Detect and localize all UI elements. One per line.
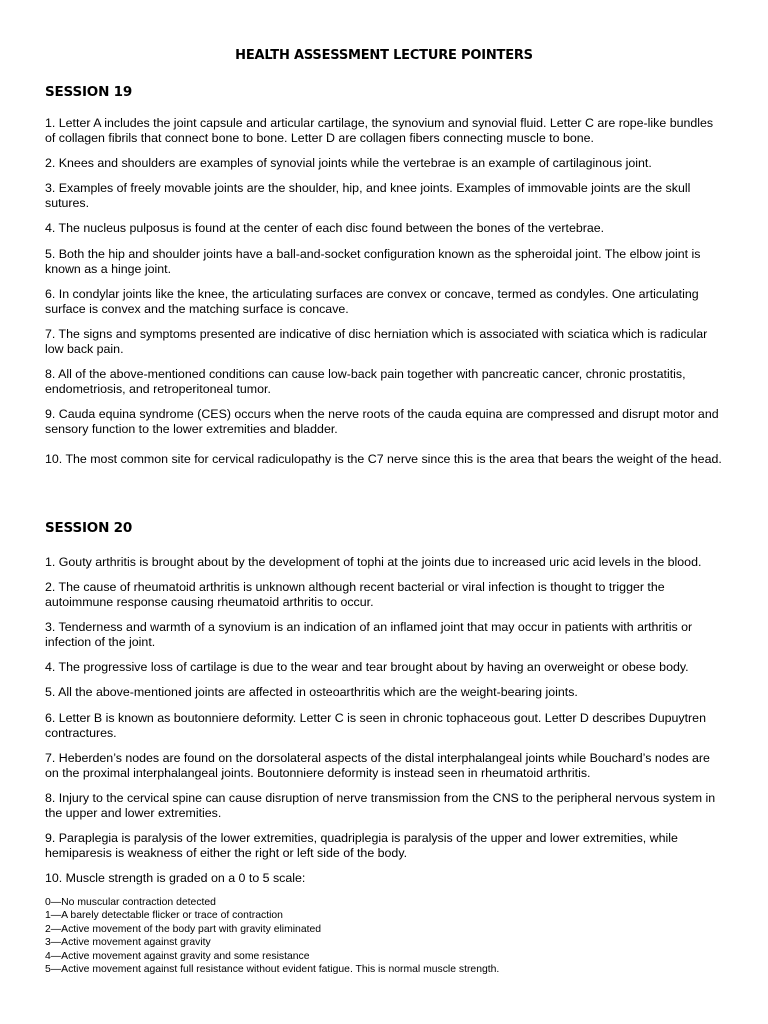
session-20-item-5: 5. All the above-mentioned joints are affected in osteoarthritis which are the weight-bearing joints. bbox=[45, 685, 578, 699]
session-20-item-6: 6. Letter B is known as boutonniere deformity. Letter C is seen in chronic tophaceous gout. Letter D describes Dupuytren contractures. bbox=[45, 711, 706, 740]
scale-grade-5: 5—Active movement against full resistance without evident fatigue. This is normal muscle strength. bbox=[45, 964, 500, 976]
session-19-item-6: 6. In condylar joints like the knee, the articulating surfaces are convex or concave, termed as condyles. One articulating surface is convex and the matching surface is concave. bbox=[45, 287, 699, 316]
scale-grade-4: 4—Active movement against gravity and some resistance bbox=[45, 950, 310, 962]
session-20-item-9: 9. Paraplegia is paralysis of the lower extremities, quadriplegia is paralysis of the upper and lower extremities, while hemiparesis is weakness of either the right or left side of the body. bbox=[45, 831, 678, 860]
muscle-strength-scale bbox=[45, 896, 499, 976]
session-19-heading: SESSION 19 bbox=[45, 84, 133, 100]
document-title: HEALTH ASSESSMENT LECTURE POINTERS bbox=[235, 48, 533, 63]
session-20-item-8: 8. Injury to the cervical spine can cause disruption of nerve transmission from the CNS to the peripheral nervous system in the upper and lower extremities. bbox=[45, 791, 716, 820]
session-19-item-4: 4. The nucleus pulposus is found at the center of each disc found between the bones of the vertebrae. bbox=[45, 221, 605, 235]
scale-grade-3: 3—Active movement against gravity bbox=[45, 937, 211, 949]
scale-grade-2: 2—Active movement of the body part with gravity eliminated bbox=[45, 923, 322, 935]
session-19-item-7: 7. The signs and symptoms presented are indicative of disc herniation which is associated with sciatica which is radicular low back pain. bbox=[45, 327, 708, 356]
session-19-item-2: 2. Knees and shoulders are examples of synovial joints while the vertebrae is an example of cartilaginous joint. bbox=[45, 156, 652, 170]
session-20-item-10: 10. Muscle strength is graded on a 0 to 5 scale: bbox=[45, 871, 306, 885]
session-20-item-4: 4. The progressive loss of cartilage is due to the wear and tear brought about by having an overweight or obese body. bbox=[45, 660, 689, 674]
scale-grade-0: 0—No muscular contraction detected bbox=[45, 897, 216, 908]
session-20-item-1: 1. Gouty arthritis is brought about by the development of tophi at the joints due to increased uric acid levels in the blood. bbox=[45, 555, 702, 569]
scale-grade-1: 1—A barely detectable flicker or trace of contraction bbox=[45, 910, 283, 922]
session-19-item-1: 1. Letter A includes the joint capsule and articular cartilage, the synovium and synovial fluid. Letter C are rope-like bundles of collagen fibrils that connect bone to bone. Letter D are collagen fibers connecting muscle to bone. bbox=[45, 116, 714, 145]
session-19-item-8: 8. All of the above-mentioned conditions can cause low-back pain together with pancreatic cancer, chronic prostatitis, endometriosis, and retroperitoneal tumor. bbox=[45, 367, 686, 396]
session-19-item-9: 9. Cauda equina syndrome (CES) occurs when the nerve roots of the cauda equina are compressed and disrupt motor and sensory function to the lower extremities and bladder. bbox=[45, 407, 719, 436]
session-19-item-10: 10. The most common site for cervical radiculopathy is the C7 nerve since this is the area that bears the weight of the head. bbox=[45, 452, 722, 466]
session-20-item-3: 3. Tenderness and warmth of a synovium is an indication of an inflamed joint that may occur in patients with arthritis or infection of the joint. bbox=[45, 620, 693, 649]
session-19-item-5: 5. Both the hip and shoulder joints have a ball-and-socket configuration known as the spheroidal joint. The elbow joint is known as a hinge joint. bbox=[45, 247, 701, 276]
session-20-heading: SESSION 20 bbox=[45, 520, 133, 536]
session-19-item-3: 3. Examples of freely movable joints are the shoulder, hip, and knee joints. Examples of immovable joints are the skull sutures. bbox=[45, 181, 691, 210]
session-20-item-2: 2. The cause of rheumatoid arthritis is unknown although recent bacterial or viral infection is thought to trigger the autoimmune response causing rheumatoid arthritis to occur. bbox=[45, 580, 665, 609]
session-20-item-7: 7. Heberden’s nodes are found on the dorsolateral aspects of the distal interphalangeal joints while Bouchard’s nodes are on the proximal interphalangeal joints. Boutonniere deformity is instead seen in rheumatoid arthritis. bbox=[45, 751, 710, 780]
